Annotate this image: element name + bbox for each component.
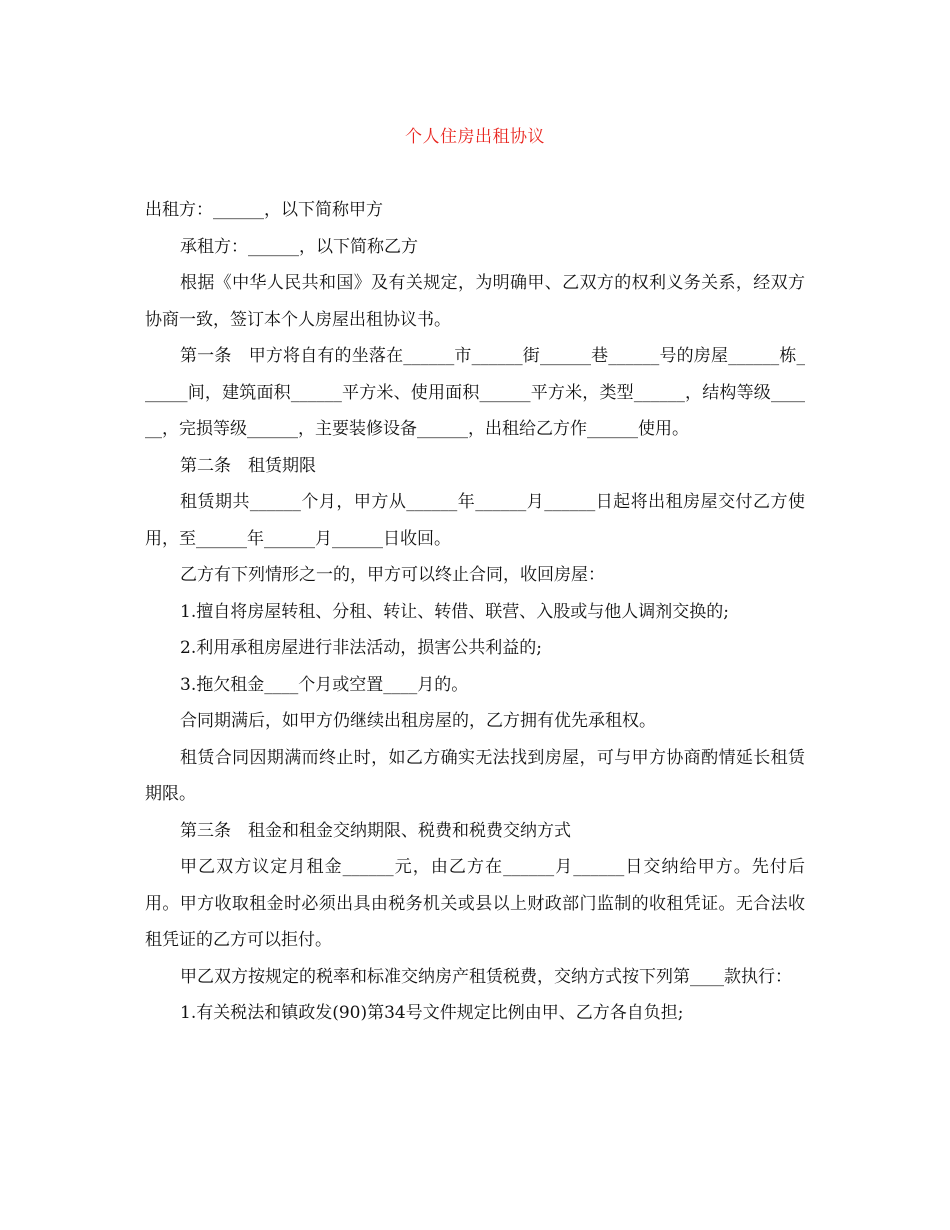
paragraph-extension: 租赁合同因期满而终止时，如乙方确实无法找到房屋，可与甲方协商酌情延长租赁期限。: [145, 747, 805, 804]
paragraph-lease-term: 租赁期共______个月，甲方从______年______月______日起将出租房屋交付乙方使用，至______年______月______日收回。: [145, 492, 805, 549]
paragraph-rent-payment: 甲乙双方议定月租金______元，由乙方在______月______日交纳给甲方。先付后用。甲方收取租金时必须出具由税务机关或县以上财政部门监制的收租凭证。无合法收租凭证的乙方可以拒付。: [145, 857, 805, 950]
list-item-tax-1: 1.有关税法和镇政发(90)第34号文件规定比例由甲、乙方各自负担;: [180, 1003, 684, 1023]
document-title: 个人住房出租协议: [405, 127, 545, 147]
paragraph-lessor: 出租方：______，以下简称甲方: [145, 200, 383, 220]
list-item-termination-2: 2.利用承租房屋进行非法活动，损害公共利益的;: [180, 638, 542, 658]
paragraph-termination-intro: 乙方有下列情形之一的，甲方可以终止合同，收回房屋：: [180, 565, 605, 585]
paragraph-priority-right: 合同期满后，如甲方仍继续出租房屋的，乙方拥有优先承租权。: [180, 711, 656, 731]
paragraph-article-1: 第一条 甲方将自有的坐落在______市______街______巷______号的房屋______栋______间，建筑面积______平方米、使用面积______平方米，类型______，结构等级______，完损等级______，主要装修设备______，出租给乙方作______使用。: [145, 346, 805, 439]
document-body: [145, 192, 805, 1032]
paragraph-article-2-heading: 第二条 租赁期限: [180, 455, 316, 476]
paragraph-tax: 甲乙双方按规定的税率和标准交纳房产租赁税费，交纳方式按下列第____款执行：: [180, 966, 792, 987]
list-item-termination-1: 1.擅自将房屋转租、分租、转让、转借、联营、入股或与他人调剂交换的;: [180, 601, 729, 622]
paragraph-article-3-heading: 第三条 租金和租金交纳期限、税费和税费交纳方式: [180, 820, 571, 841]
paragraph-lessee: 承租方：______，以下简称乙方: [180, 236, 418, 257]
list-item-termination-3: 3.拖欠租金____个月或空置____月的。: [180, 674, 469, 695]
paragraph-preamble: 根据《中华人民共和国》及有关规定，为明确甲、乙双方的权利义务关系，经双方协商一致，签订本个人房屋出租协议书。: [145, 273, 805, 330]
